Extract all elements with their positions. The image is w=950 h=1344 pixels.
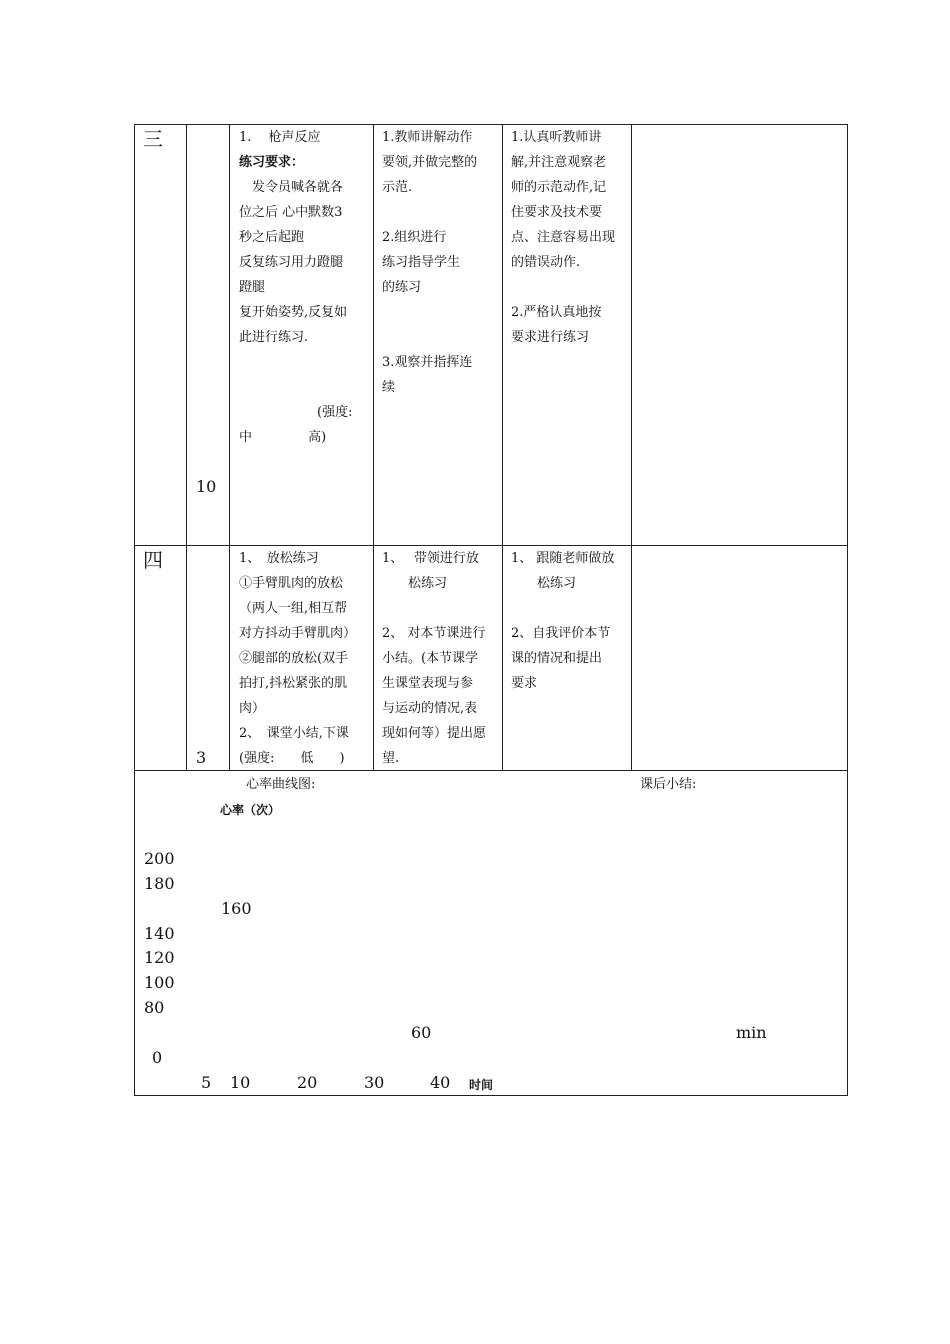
student-line: 课的情况和提出 [511,651,603,666]
teacher-line: 要领,并做完整的 [382,155,478,170]
table-rule [229,124,230,771]
table-rule [134,1095,848,1096]
student-line: 要求 [511,676,538,691]
activity-content [239,546,371,771]
student-line: 松练习 [511,576,577,591]
x-unit-label: min [736,1023,767,1042]
x-tick-label: 40 [430,1073,451,1092]
content-line: 对方抖动手臂肌肉） [239,626,357,641]
y-tick-label: 200 [144,849,175,868]
teacher-line: 的练习 [382,280,422,295]
content-line: 反复练习用力蹬腿 [239,255,344,270]
student-line: 解,并注意观察老 [511,155,607,170]
content-line: 秒之后起跑 [239,230,305,245]
student-line: 师的示范动作,记 [511,180,607,195]
y-tick-label: 80 [144,998,165,1017]
y-tick-label: 180 [144,874,175,893]
teacher-line [382,300,500,325]
content-line: 1. 枪声反应 [239,130,321,145]
content-line: (强度: [239,405,353,420]
table-rule [134,124,135,1096]
y-tick-label: 0 [152,1048,163,1067]
teacher-line: 现如何等）提出愿 [382,726,487,741]
content-line [239,375,371,400]
content-line: （两人一组,相互帮 [239,601,348,616]
chart-xlabel: 时间 [469,1078,494,1092]
x-tick-label: 20 [297,1073,318,1092]
student-line: 的错误动作. [511,255,581,270]
teacher-activity [382,125,500,400]
teacher-line: 2、 对本节课进行 [382,626,486,641]
table-rule [847,124,848,1096]
teacher-activity [382,546,500,771]
content-line: 位之后 心中默数3 [239,205,343,220]
chart-heading: 心率曲线图: [246,777,316,792]
teacher-line: 望. [382,751,400,766]
student-line: 住要求及技术要 [511,205,603,220]
content-line: 复开始姿势,反复如 [239,305,348,320]
teacher-line: 与运动的情况,表 [382,701,478,716]
content-line: ①手臂肌肉的放松 [239,576,344,591]
teacher-line [382,325,500,350]
student-line: 1、 跟随老师做放 [511,551,615,566]
student-line [511,596,629,621]
teacher-line: 2.组织进行 [382,230,447,245]
teacher-line: 续 [382,380,396,395]
y-tick-label: 120 [144,948,175,967]
section-number: 三 [143,127,163,151]
teacher-line: 小结。(本节课学 [382,651,479,666]
content-line: 1、 放松练习 [239,551,319,566]
y-tick-label: 140 [144,924,175,943]
y-tick-label: 160 [221,899,252,918]
chart-ylabel: 心率（次） [220,803,281,817]
student-line: 要求进行练习 [511,330,590,345]
student-activity [511,546,629,696]
content-line [239,350,371,375]
teacher-line [382,200,500,225]
student-line [511,275,629,300]
lesson-plan-table [134,124,848,1096]
summary-label: 课后小结: [640,777,697,792]
teacher-line: 示范. [382,180,413,195]
content-line: 练习要求： [239,155,305,170]
content-line: 此进行练习. [239,330,309,345]
table-rule [502,124,503,771]
x-tick-label: 5 [201,1073,212,1092]
content-line: 拍打,抖松紧张的肌 [239,676,348,691]
content-line: 蹬腿 [239,280,266,295]
content-line: 肉） [239,701,266,716]
section-number: 四 [143,548,163,572]
student-line: 2、自我评价本节 [511,626,611,641]
table-rule [631,124,632,771]
teacher-line: 松练习 [382,576,448,591]
y-tick-label: 60 [411,1023,432,1042]
content-line: (强度: 低 ) [239,751,345,766]
teacher-line [382,596,500,621]
section-minutes: 10 [196,477,217,496]
x-tick-label: 10 [230,1073,251,1092]
teacher-line: 生课堂表现与参 [382,676,474,691]
content-line: ②腿部的放松(双手 [239,651,349,666]
student-line: 点、注意容易出现 [511,230,616,245]
x-tick-label: 30 [364,1073,385,1092]
student-line: 1.认真听教师讲 [511,130,602,145]
content-line: 2、 课堂小结,下课 [239,726,349,741]
table-rule [186,124,187,771]
content-line: 发令员喊各就各 [239,180,344,195]
section-minutes: 3 [196,748,207,767]
teacher-line: 3.观察并指挥连 [382,355,473,370]
activity-content [239,125,371,450]
student-line: 2.严格认真地按 [511,305,602,320]
teacher-line: 练习指导学生 [382,255,461,270]
table-rule [373,124,374,771]
content-line: 中 高) [239,430,327,445]
student-activity [511,125,629,350]
teacher-line: 1、 带领进行放 [382,551,479,566]
teacher-line: 1.教师讲解动作 [382,130,473,145]
y-tick-label: 100 [144,973,175,992]
